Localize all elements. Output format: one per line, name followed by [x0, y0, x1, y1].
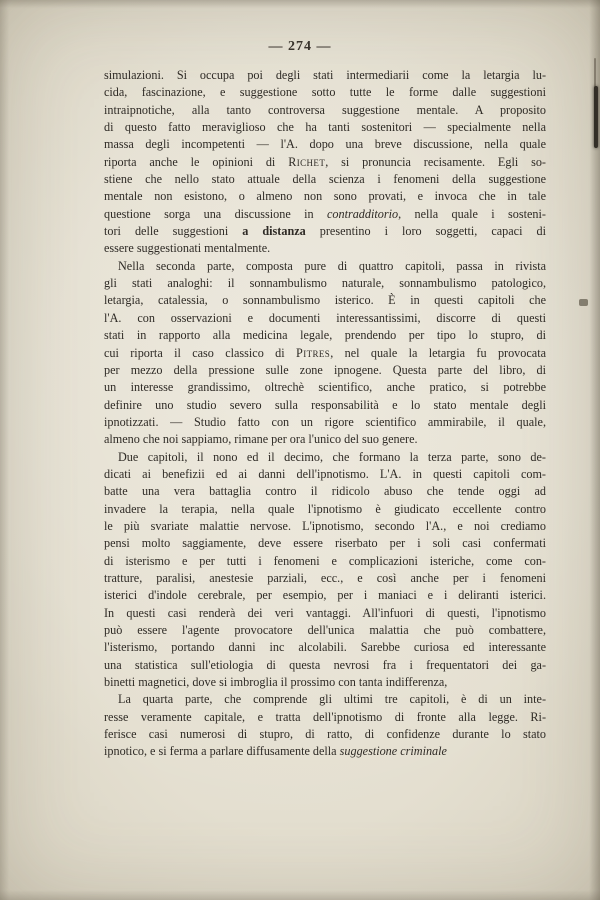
text-line — [104, 240, 546, 257]
page-number: — 274 — — [268, 39, 332, 54]
text-line — [104, 657, 546, 674]
text-line — [104, 449, 546, 466]
text-line — [104, 518, 546, 535]
text-line — [104, 639, 546, 656]
text-line — [104, 726, 546, 743]
text-line — [104, 292, 546, 309]
text-segment: ferisce casi numerosi di stupro, di ratto, di confidenze durante lo stato — [104, 727, 546, 742]
text-segment: per mezzo della pressione sulle zone ipnogene. Questa parte del libro, di — [104, 362, 546, 377]
text-segment: simulazioni. Si occupa poi degli stati intermediarii come la letargia lu- — [104, 68, 546, 82]
text-line — [104, 605, 546, 622]
text-segment: resse veramente capitale, e tratta dell'ipnotismo di fronte alla legge. Ri- — [104, 709, 546, 724]
text-segment: mentale non esistono, o almeno non sono provati, e invoca che in tale — [104, 189, 546, 204]
bold-emphasis-text: a distanza — [242, 224, 306, 239]
text-segment: , nel quale la letargia fu provocata — [330, 345, 546, 360]
text-segment: , nella quale i sosteni- — [398, 206, 546, 221]
text-line — [104, 84, 546, 101]
text-line — [104, 414, 546, 431]
page-edge-shadow-top — [0, 0, 600, 8]
text-line — [104, 171, 546, 188]
text-line — [104, 431, 546, 448]
text-segment: In questi casi renderà dei veri vantaggi. All'infuori di questi, l'ipnotismo — [104, 605, 546, 620]
text-segment: presentino i loro soggetti, capaci di — [305, 224, 546, 239]
text-line — [104, 258, 546, 275]
text-line — [104, 483, 546, 500]
text-segment: definire uno studio severo sulla responsabilità e lo stato mentale degli — [104, 397, 546, 412]
text-segment: La quarta parte, che comprende gli ultimi tre capitoli, è di un inte- — [118, 692, 546, 707]
text-segment: questione sorga una discussione in — [104, 206, 327, 221]
text-line — [104, 345, 546, 362]
text-segment: invadere la terapia, nella quale l'ipnotismo è giudicato eccellente contro — [104, 501, 546, 516]
scan-artifact-vertical-line — [594, 86, 598, 148]
text-segment: le più svariate malattie nervose. L'ipnotismo, secondo l'A., e noi crediamo — [104, 518, 546, 533]
page-edge-shadow-right — [589, 0, 600, 900]
text-segment: intraipnotiche, alla tanto controversa suggestione mentale. A proposito — [104, 102, 546, 117]
text-line — [104, 397, 546, 414]
text-segment: cui riporta il caso classico di — [104, 345, 297, 360]
paragraph — [104, 449, 546, 692]
text-line — [104, 67, 546, 84]
text-segment: di isterismo e per tutti i fenomeni e complicazioni isteriche, come con- — [104, 553, 546, 568]
text-segment: Nella seconda parte, composta pure di quattro capitoli, passa in rivista — [118, 258, 546, 273]
italic-emphasis-text: suggestione criminale — [339, 744, 447, 759]
text-segment: ipnotico, e si ferma a parlare diffusamente della — [104, 744, 340, 759]
text-line — [104, 466, 546, 483]
text-line — [104, 206, 546, 223]
text-segment: ipnotizzati. — Studio fatto con un rigore scientifico ammirabile, il quale, — [104, 414, 546, 429]
text-line — [104, 362, 546, 379]
text-line — [104, 535, 546, 552]
text-segment: gli stati analoghi: il sonnambulismo naturale, sonnambulismo patologico, — [104, 276, 546, 291]
text-segment: tori delle suggestioni — [104, 224, 243, 239]
paragraph — [104, 67, 546, 258]
text-segment: Due capitoli, il nono ed il decimo, che formano la terza parte, sono de- — [118, 449, 546, 464]
text-segment: di questo fatto meraviglioso che ha tanti sostenitori — specialmente nella — [104, 120, 546, 135]
text-segment: , si pronuncia recisamente. Egli so- — [325, 154, 546, 169]
page-edge-shadow-left — [0, 0, 9, 900]
text-segment: un interesse grandissimo, oltrechè scientifico, anche pratico, si potrebbe — [104, 380, 546, 395]
scan-artifact-margin-mark — [579, 299, 588, 306]
paragraph — [104, 691, 546, 760]
text-line — [104, 587, 546, 604]
small-caps-proper-name: Pitres — [296, 345, 331, 360]
text-line — [104, 102, 546, 119]
text-segment: letargia, catalessia, o sonnambulismo isterico. È in questi capitoli che — [104, 293, 546, 308]
text-line — [104, 709, 546, 726]
text-segment: essere suggestionati mentalmente. — [104, 241, 271, 256]
page-edge-shadow-bottom — [0, 890, 600, 900]
text-segment: l'A. con osservazioni e documenti interessantissimi, discorre di questi — [104, 310, 546, 325]
text-line — [104, 743, 546, 760]
text-segment: cida, fascinazione, e suggestione sotto tutte le forme dalle suggestioni — [104, 85, 546, 100]
text-line — [104, 223, 546, 240]
text-line — [104, 275, 546, 292]
text-segment: dicati ai benefizii ed ai danni dell'ipnotismo. L'A. in questi capitoli com- — [104, 466, 546, 481]
text-line — [104, 622, 546, 639]
text-line — [104, 119, 546, 136]
text-segment: isterici d'indole cerebrale, per esempio, per i maniaci e i deliranti isterici. — [104, 588, 546, 603]
text-line — [104, 188, 546, 205]
page-text-block — [104, 67, 546, 761]
text-line — [104, 154, 546, 171]
text-line — [104, 501, 546, 518]
text-segment: batte una vera battaglia contro il ridicolo abuso che tende oggi ad — [104, 484, 546, 499]
text-segment: pensi molto saggiamente, deve essere riserbato per i soli casi confermati — [104, 536, 546, 551]
text-segment: almeno che noi sappiamo, rimane per ora l'unico del suo genere. — [104, 432, 418, 447]
text-segment: può essere l'agente provocatore dell'unica malattia che può combattere, — [104, 623, 546, 637]
text-segment: una statistica sull'etiologia di questa nevrosi fra i frequentatori dei ga- — [104, 657, 546, 672]
text-line — [104, 553, 546, 570]
small-caps-proper-name: Richet — [288, 154, 326, 169]
text-segment: stati in rapporto alla medicina legale, prendendo per tipo lo stupro, di — [104, 328, 546, 343]
text-line — [104, 310, 546, 327]
text-segment: massa degli incompetenti — l'A. dopo una breve discussione, nella quale — [104, 137, 546, 152]
text-segment: binetti magnetici, dove si imbroglia il prossimo con tanta indifferenza, — [104, 675, 448, 690]
text-line — [104, 570, 546, 587]
text-line — [104, 691, 546, 708]
text-segment: tratture, paralisi, anestesie parziali, ecc., e così anche per i fenomeni — [104, 570, 546, 585]
text-line — [104, 327, 546, 344]
text-line — [104, 136, 546, 153]
italic-emphasis-text: contradditorio — [326, 206, 399, 221]
text-segment: riporta anche le opinioni di — [104, 154, 289, 169]
text-segment: l'isterismo, portando danni inc alcolabili. Sarebbe curiosa ed interessante — [104, 640, 546, 655]
scan-artifact-faint-line — [594, 58, 596, 88]
paragraph — [104, 258, 546, 449]
text-line — [104, 674, 546, 691]
text-line — [104, 379, 546, 396]
text-segment: stiene che nello stato attuale della scienza i fenomeni della suggestione — [104, 172, 546, 187]
